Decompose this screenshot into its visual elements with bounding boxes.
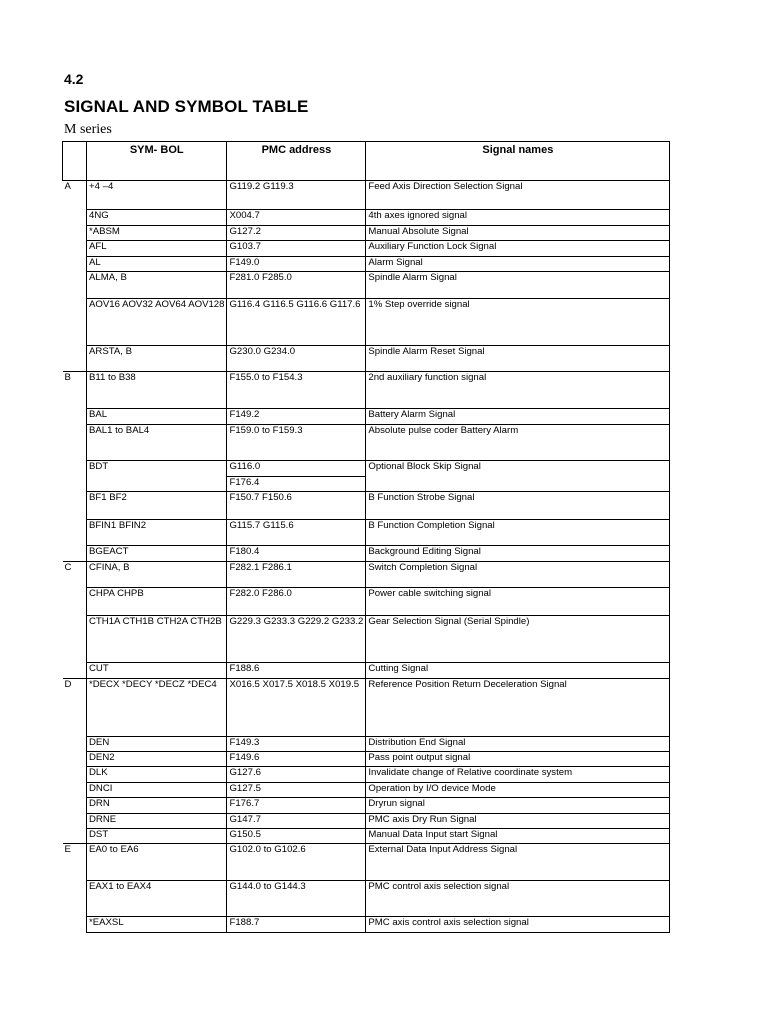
signal-name-cell: Manual Data Input start Signal — [366, 829, 670, 844]
signal-name-cell: Feed Axis Direction Selection Signal — [366, 181, 670, 210]
table-row — [63, 461, 670, 477]
symbol-cell: *DECX *DECY *DECZ *DEC4 — [87, 679, 227, 737]
signal-name-cell: 4th axes ignored signal — [366, 210, 670, 226]
signal-name-cell: Dryrun signal — [366, 798, 670, 814]
signal-name-cell: Invalidate change of Relative coordinate system — [366, 767, 670, 783]
group-letter — [63, 829, 87, 844]
signal-name-cell: B Function Completion Signal — [366, 520, 670, 546]
address-cell: G116.4 G116.5 G116.6 G117.6 — [227, 299, 366, 346]
signal-name-cell: Reference Position Return Deceleration Signal — [366, 679, 670, 737]
table-row — [63, 616, 670, 663]
symbol-cell: EAX1 to EAX4 — [87, 881, 227, 917]
signal-name-cell: PMC axis control axis selection signal — [366, 917, 670, 933]
table-row — [63, 783, 670, 798]
group-letter — [63, 752, 87, 767]
symbol-cell: ALMA, B — [87, 272, 227, 299]
signal-name-cell: 1% Step override signal — [366, 299, 670, 346]
signal-name-cell: Manual Absolute Signal — [366, 226, 670, 241]
symbol-column-header: SYM- BOL — [87, 142, 227, 181]
table-row — [63, 226, 670, 241]
signal-name-cell: Battery Alarm Signal — [366, 409, 670, 425]
address-cell: G103.7 — [227, 241, 366, 257]
symbol-cell: BF1 BF2 — [87, 492, 227, 520]
group-letter — [63, 783, 87, 798]
table-row — [63, 814, 670, 829]
address-cell: F149.0 — [227, 257, 366, 272]
signal-name-cell: Background Editing Signal — [366, 546, 670, 562]
address-cell: G150.5 — [227, 829, 366, 844]
symbol-cell: BAL — [87, 409, 227, 425]
table-row — [63, 798, 670, 814]
signal-name-cell: Distribution End Signal — [366, 737, 670, 752]
group-letter: C — [63, 562, 87, 588]
table-row — [63, 409, 670, 425]
table-row — [63, 663, 670, 679]
group-letter — [63, 798, 87, 814]
group-letter — [63, 814, 87, 829]
address-cell: F176.4 — [227, 477, 366, 492]
address-cell: F149.3 — [227, 737, 366, 752]
group-letter — [63, 881, 87, 917]
signal-name-cell: Power cable switching signal — [366, 588, 670, 616]
table-row — [63, 917, 670, 933]
symbol-cell: BFIN1 BFIN2 — [87, 520, 227, 546]
signal-name-cell: Absolute pulse coder Battery Alarm — [366, 425, 670, 461]
address-cell: G115.7 G115.6 — [227, 520, 366, 546]
table-row — [63, 241, 670, 257]
group-letter: E — [63, 844, 87, 881]
table-row — [63, 737, 670, 752]
symbol-cell: CUT — [87, 663, 227, 679]
address-cell: F281.0 F285.0 — [227, 272, 366, 299]
group-letter — [63, 767, 87, 783]
symbol-cell: CFINA, B — [87, 562, 227, 588]
group-letter — [63, 425, 87, 461]
table-body — [63, 181, 670, 933]
symbol-cell: AFL — [87, 241, 227, 257]
symbol-cell: CHPA CHPB — [87, 588, 227, 616]
group-letter — [63, 210, 87, 226]
address-cell: G229.3 G233.3 G229.2 G233.2 — [227, 616, 366, 663]
address-cell: G127.5 — [227, 783, 366, 798]
address-cell: F149.2 — [227, 409, 366, 425]
table-row — [63, 257, 670, 272]
group-letter — [63, 737, 87, 752]
table-row — [63, 346, 670, 372]
symbol-cell: DEN2 — [87, 752, 227, 767]
group-letter — [63, 299, 87, 346]
table-row — [63, 372, 670, 409]
symbol-cell: DLK — [87, 767, 227, 783]
signal-name-cell: PMC control axis selection signal — [366, 881, 670, 917]
address-cell: F155.0 to F154.3 — [227, 372, 366, 409]
symbol-cell: BAL1 to BAL4 — [87, 425, 227, 461]
address-cell: X016.5 X017.5 X018.5 X019.5 — [227, 679, 366, 737]
series-subtitle: M series — [64, 122, 112, 137]
address-cell: F176.7 — [227, 798, 366, 814]
names-column-header: Signal names — [366, 142, 670, 181]
group-header — [63, 142, 87, 181]
signal-table — [62, 141, 670, 933]
table-row — [63, 181, 670, 210]
table-row — [63, 492, 670, 520]
table-header-row — [63, 142, 670, 181]
symbol-cell: +4 –4 — [87, 181, 227, 210]
symbol-cell: BGEACT — [87, 546, 227, 562]
signal-name-cell: Spindle Alarm Signal — [366, 272, 670, 299]
table-row — [63, 588, 670, 616]
symbol-cell: ARSTA, B — [87, 346, 227, 372]
signal-name-cell: Spindle Alarm Reset Signal — [366, 346, 670, 372]
address-cell: G147.7 — [227, 814, 366, 829]
symbol-cell: DST — [87, 829, 227, 844]
address-cell: G144.0 to G144.3 — [227, 881, 366, 917]
group-letter — [63, 461, 87, 477]
section-number: 4.2 — [64, 71, 84, 87]
group-letter — [63, 520, 87, 546]
signal-name-cell: External Data Input Address Signal — [366, 844, 670, 881]
symbol-cell: CTH1A CTH1B CTH2A CTH2B — [87, 616, 227, 663]
table-row — [63, 272, 670, 299]
group-letter — [63, 588, 87, 616]
signal-name-cell: Pass point output signal — [366, 752, 670, 767]
symbol-cell: AOV16 AOV32 AOV64 AOV128 — [87, 299, 227, 346]
table-row — [63, 752, 670, 767]
group-letter — [63, 546, 87, 562]
address-cell: F188.6 — [227, 663, 366, 679]
table-row — [63, 679, 670, 737]
symbol-cell: *ABSM — [87, 226, 227, 241]
group-letter — [63, 616, 87, 663]
address-cell: F282.1 F286.1 — [227, 562, 366, 588]
address-cell: X004.7 — [227, 210, 366, 226]
group-letter: D — [63, 679, 87, 737]
table-row — [63, 546, 670, 562]
symbol-cell: DNCI — [87, 783, 227, 798]
address-cell: G119.2 G119.3 — [227, 181, 366, 210]
signal-name-cell: Switch Completion Signal — [366, 562, 670, 588]
group-letter — [63, 409, 87, 425]
symbol-cell: EA0 to EA6 — [87, 844, 227, 881]
signal-name-cell: Cutting Signal — [366, 663, 670, 679]
address-cell: F282.0 F286.0 — [227, 588, 366, 616]
group-letter: B — [63, 372, 87, 409]
symbol-cell: DRN — [87, 798, 227, 814]
table-row — [63, 844, 670, 881]
table-row — [63, 299, 670, 346]
group-letter — [63, 257, 87, 272]
address-cell: G116.0 — [227, 461, 366, 477]
group-letter — [63, 272, 87, 299]
symbol-cell: *EAXSL — [87, 917, 227, 933]
table-row — [63, 210, 670, 226]
group-letter — [63, 917, 87, 933]
page-title: SIGNAL AND SYMBOL TABLE — [64, 97, 309, 116]
symbol-cell: DRNE — [87, 814, 227, 829]
group-letter — [63, 477, 87, 492]
symbol-cell: B11 to B38 — [87, 372, 227, 409]
signal-name-cell: Gear Selection Signal (Serial Spindle) — [366, 616, 670, 663]
address-cell: F149.6 — [227, 752, 366, 767]
group-letter — [63, 663, 87, 679]
signal-name-cell: Operation by I/O device Mode — [366, 783, 670, 798]
address-cell: G230.0 G234.0 — [227, 346, 366, 372]
address-cell: F150.7 F150.6 — [227, 492, 366, 520]
address-cell: F159.0 to F159.3 — [227, 425, 366, 461]
signal-name-cell: B Function Strobe Signal — [366, 492, 670, 520]
table-row — [63, 562, 670, 588]
table-row — [63, 425, 670, 461]
group-letter — [63, 226, 87, 241]
symbol-cell: DEN — [87, 737, 227, 752]
address-cell: G127.2 — [227, 226, 366, 241]
symbol-cell: 4NG — [87, 210, 227, 226]
symbol-cell: AL — [87, 257, 227, 272]
address-cell: G102.0 to G102.6 — [227, 844, 366, 881]
group-letter — [63, 241, 87, 257]
table-row — [63, 881, 670, 917]
address-cell: G127.6 — [227, 767, 366, 783]
table-row — [63, 829, 670, 844]
table-row — [63, 767, 670, 783]
group-letter: A — [63, 181, 87, 210]
group-letter — [63, 346, 87, 372]
signal-name-cell: Auxiliary Function Lock Signal — [366, 241, 670, 257]
address-column-header: PMC address — [227, 142, 366, 181]
signal-name-cell: Alarm Signal — [366, 257, 670, 272]
signal-name-cell: PMC axis Dry Run Signal — [366, 814, 670, 829]
signal-name-cell: 2nd auxiliary function signal — [366, 372, 670, 409]
address-cell: F188.7 — [227, 917, 366, 933]
address-cell: F180.4 — [227, 546, 366, 562]
table-row — [63, 520, 670, 546]
symbol-cell: BDT — [87, 461, 227, 492]
signal-name-cell: Optional Block Skip Signal — [366, 461, 670, 492]
group-letter — [63, 492, 87, 520]
